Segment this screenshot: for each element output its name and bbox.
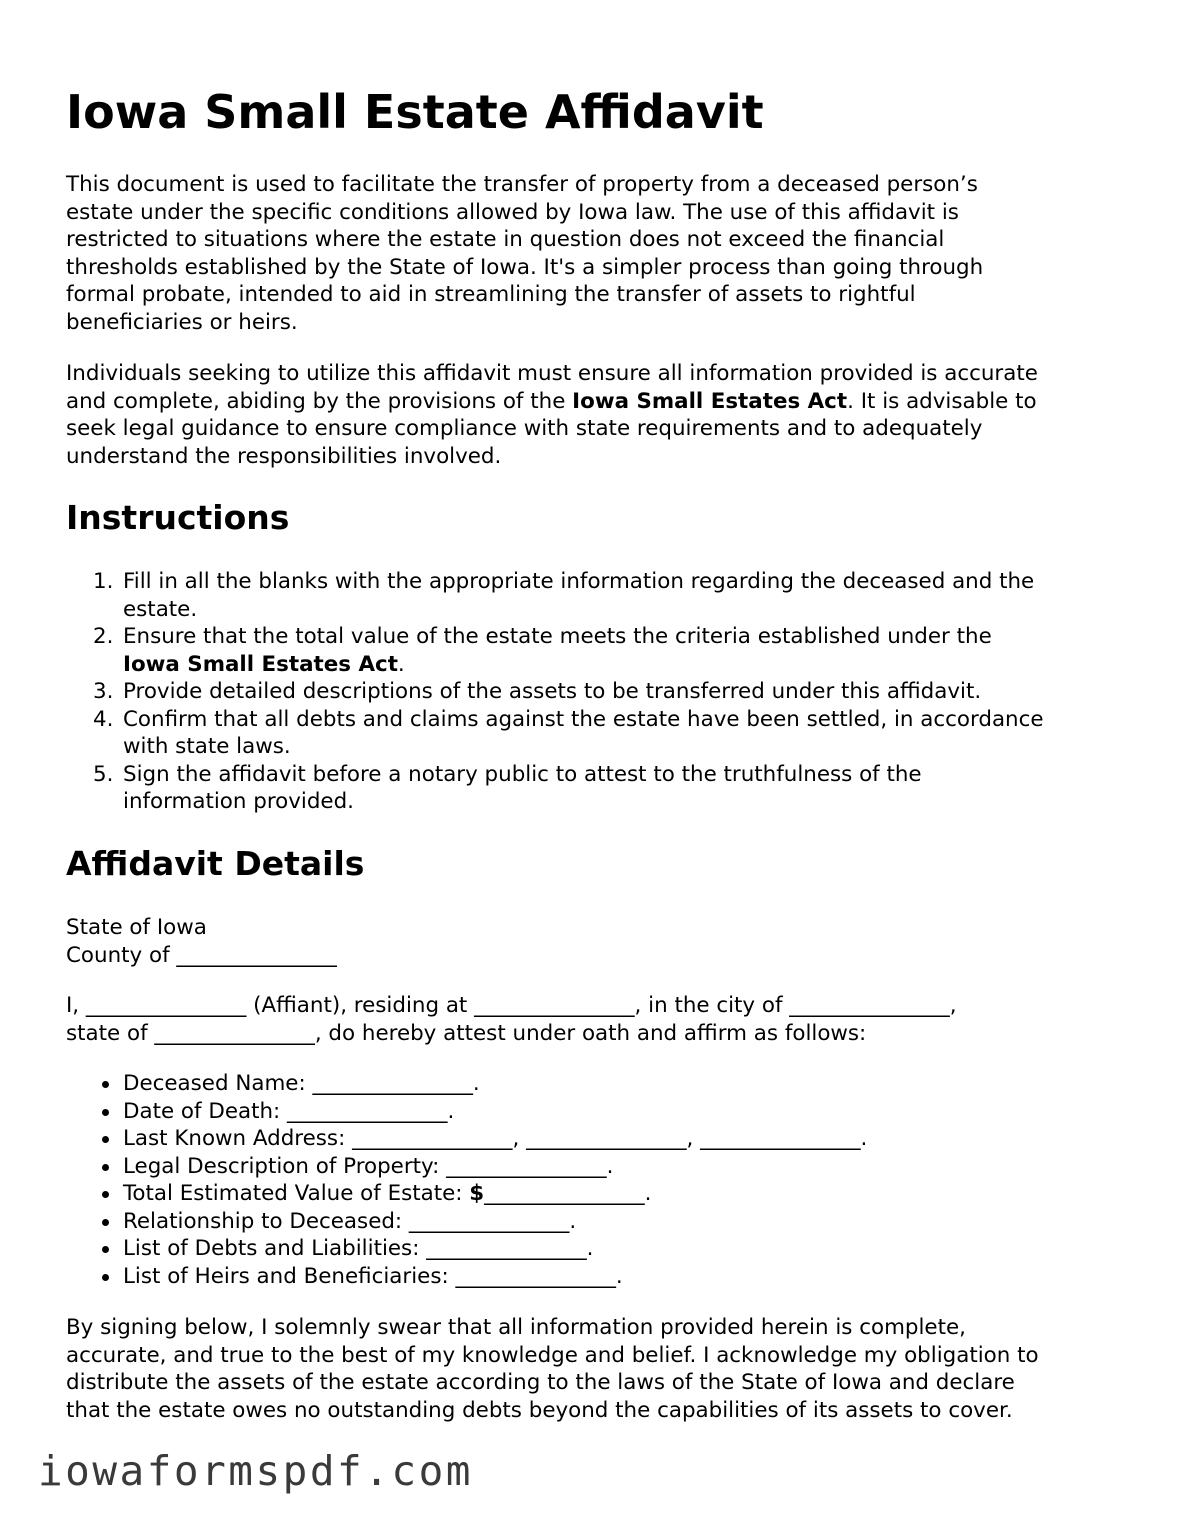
instructions-heading: Instructions	[66, 498, 290, 537]
instruction-item	[66, 623, 1126, 678]
state-line: State of Iowa	[66, 915, 207, 940]
affiant-line: state of _______________, do hereby attest under oath and affirm as follows:	[66, 1020, 867, 1046]
instruction-text: Ensure that the total value of the estate meets the criteria established under the	[123, 624, 992, 649]
closing-line: distribute the assets of the estate according to the laws of the State of Iowa and declare	[66, 1370, 1015, 1395]
dollar-sign: $	[469, 1181, 485, 1206]
affidavit-fields-list	[66, 1070, 1126, 1290]
intro-p1-line: estate under the specific conditions allowed by Iowa law. The use of this affidavit is	[66, 199, 959, 225]
page-title: Iowa Small Estate Affidavit	[66, 85, 764, 139]
intro-p2-text: and complete, abiding by the provisions of the	[66, 388, 573, 414]
closing-line: By signing below, I solemnly swear that all information provided herein is complete,	[66, 1315, 966, 1340]
intro-p2-line: Individuals seeking to utilize this affidavit must ensure all information provided is accurate	[66, 361, 1038, 386]
closing-line: accurate, and true to the best of my knowledge and belief. I acknowledge my obligation to	[66, 1342, 1039, 1368]
instruction-text: information provided.	[123, 789, 354, 814]
instruction-number: 4.	[93, 706, 114, 732]
intro-paragraph-1	[66, 171, 1126, 336]
instruction-text-tail: .	[397, 651, 405, 677]
instruction-text	[123, 651, 1126, 679]
intro-paragraph-2	[66, 360, 1126, 470]
instruction-number: 3.	[93, 679, 114, 704]
act-name-bold: Iowa Small Estates Act	[123, 651, 398, 677]
affiant-line: I, _______________ (Affiant), residing at _______________, in the city of _______________,	[66, 993, 957, 1018]
instruction-number: 2.	[93, 624, 114, 649]
instruction-text: with state laws.	[123, 734, 291, 759]
instruction-item	[66, 761, 1126, 816]
intro-p2-line: understand the responsibilities involved.	[66, 443, 502, 469]
field-relationship	[66, 1208, 1126, 1236]
intro-p2-line: seek legal guidance to ensure compliance with state requirements and to adequately	[66, 416, 983, 441]
field-label: Deceased Name: _______________.	[123, 1071, 480, 1096]
field-label: Relationship to Deceased: _______________.	[123, 1208, 577, 1234]
bullet-icon	[102, 1246, 109, 1253]
instruction-text: Confirm that all debts and claims against the estate have been settled, in accordance	[123, 706, 1044, 732]
act-name-bold: Iowa Small Estates Act	[572, 388, 848, 414]
field-last-known-address	[66, 1125, 1126, 1153]
instruction-item	[66, 678, 1126, 706]
bullet-icon	[102, 1081, 109, 1088]
instruction-text: Sign the affidavit before a notary public to attest to the truthfulness of the	[123, 761, 922, 787]
affidavit-details-heading: Affidavit Details	[66, 844, 365, 883]
field-date-of-death	[66, 1098, 1126, 1126]
site-watermark: iowaformspdf.com	[38, 1447, 473, 1495]
bullet-icon	[102, 1191, 109, 1198]
county-line: County of _______________	[66, 942, 337, 968]
bullet-icon	[102, 1109, 109, 1116]
intro-p1-line: restricted to situations where the estate in question does not exceed the financial	[66, 227, 945, 252]
closing-line: that the estate owes no outstanding debts beyond the capabilities of its assets to cover.	[66, 1397, 1013, 1423]
bullet-icon	[102, 1274, 109, 1281]
field-legal-description	[66, 1153, 1126, 1181]
instruction-item	[66, 706, 1126, 761]
state-county-block	[66, 914, 1126, 969]
field-label: List of Debts and Liabilities: _______________.	[123, 1236, 594, 1261]
intro-p1-line: formal probate, intended to aid in streamlining the transfer of assets to rightful	[66, 282, 916, 307]
intro-p1-line: thresholds established by the State of Iowa. It's a simpler process than going through	[66, 254, 984, 280]
bullet-icon	[102, 1219, 109, 1226]
bullet-icon	[102, 1164, 109, 1171]
field-debts-liabilities	[66, 1235, 1126, 1263]
field-label: Legal Description of Property: _______________.	[123, 1153, 614, 1179]
field-blank: _______________.	[484, 1181, 652, 1206]
bullet-icon	[102, 1136, 109, 1143]
closing-paragraph	[66, 1314, 1126, 1424]
field-label: Date of Death: _______________.	[123, 1098, 455, 1124]
field-deceased-name	[66, 1070, 1126, 1098]
instructions-list	[66, 568, 1126, 816]
field-label: Total Estimated Value of Estate:	[123, 1181, 470, 1206]
field-total-value	[66, 1180, 1126, 1208]
intro-p1-line: beneficiaries or heirs.	[66, 309, 298, 335]
affiant-statement	[66, 992, 1126, 1047]
instruction-number: 1.	[93, 569, 114, 594]
field-label: List of Heirs and Beneficiaries: _______________.	[123, 1263, 623, 1289]
field-label: Last Known Address: _______________, _______________, _______________.	[123, 1126, 868, 1151]
instruction-number: 5.	[93, 761, 114, 787]
instruction-item	[66, 568, 1126, 623]
intro-p1-line: This document is used to facilitate the transfer of property from a deceased person’s	[66, 172, 978, 197]
field-heirs-beneficiaries	[66, 1263, 1126, 1291]
instruction-text: estate.	[123, 596, 198, 622]
instruction-text: Fill in all the blanks with the appropriate information regarding the deceased and the	[123, 569, 1035, 594]
instruction-text: Provide detailed descriptions of the assets to be transferred under this affidavit.	[123, 679, 982, 704]
intro-p2-text: . It is advisable to	[847, 388, 1037, 414]
intro-p2-line	[66, 388, 1126, 416]
